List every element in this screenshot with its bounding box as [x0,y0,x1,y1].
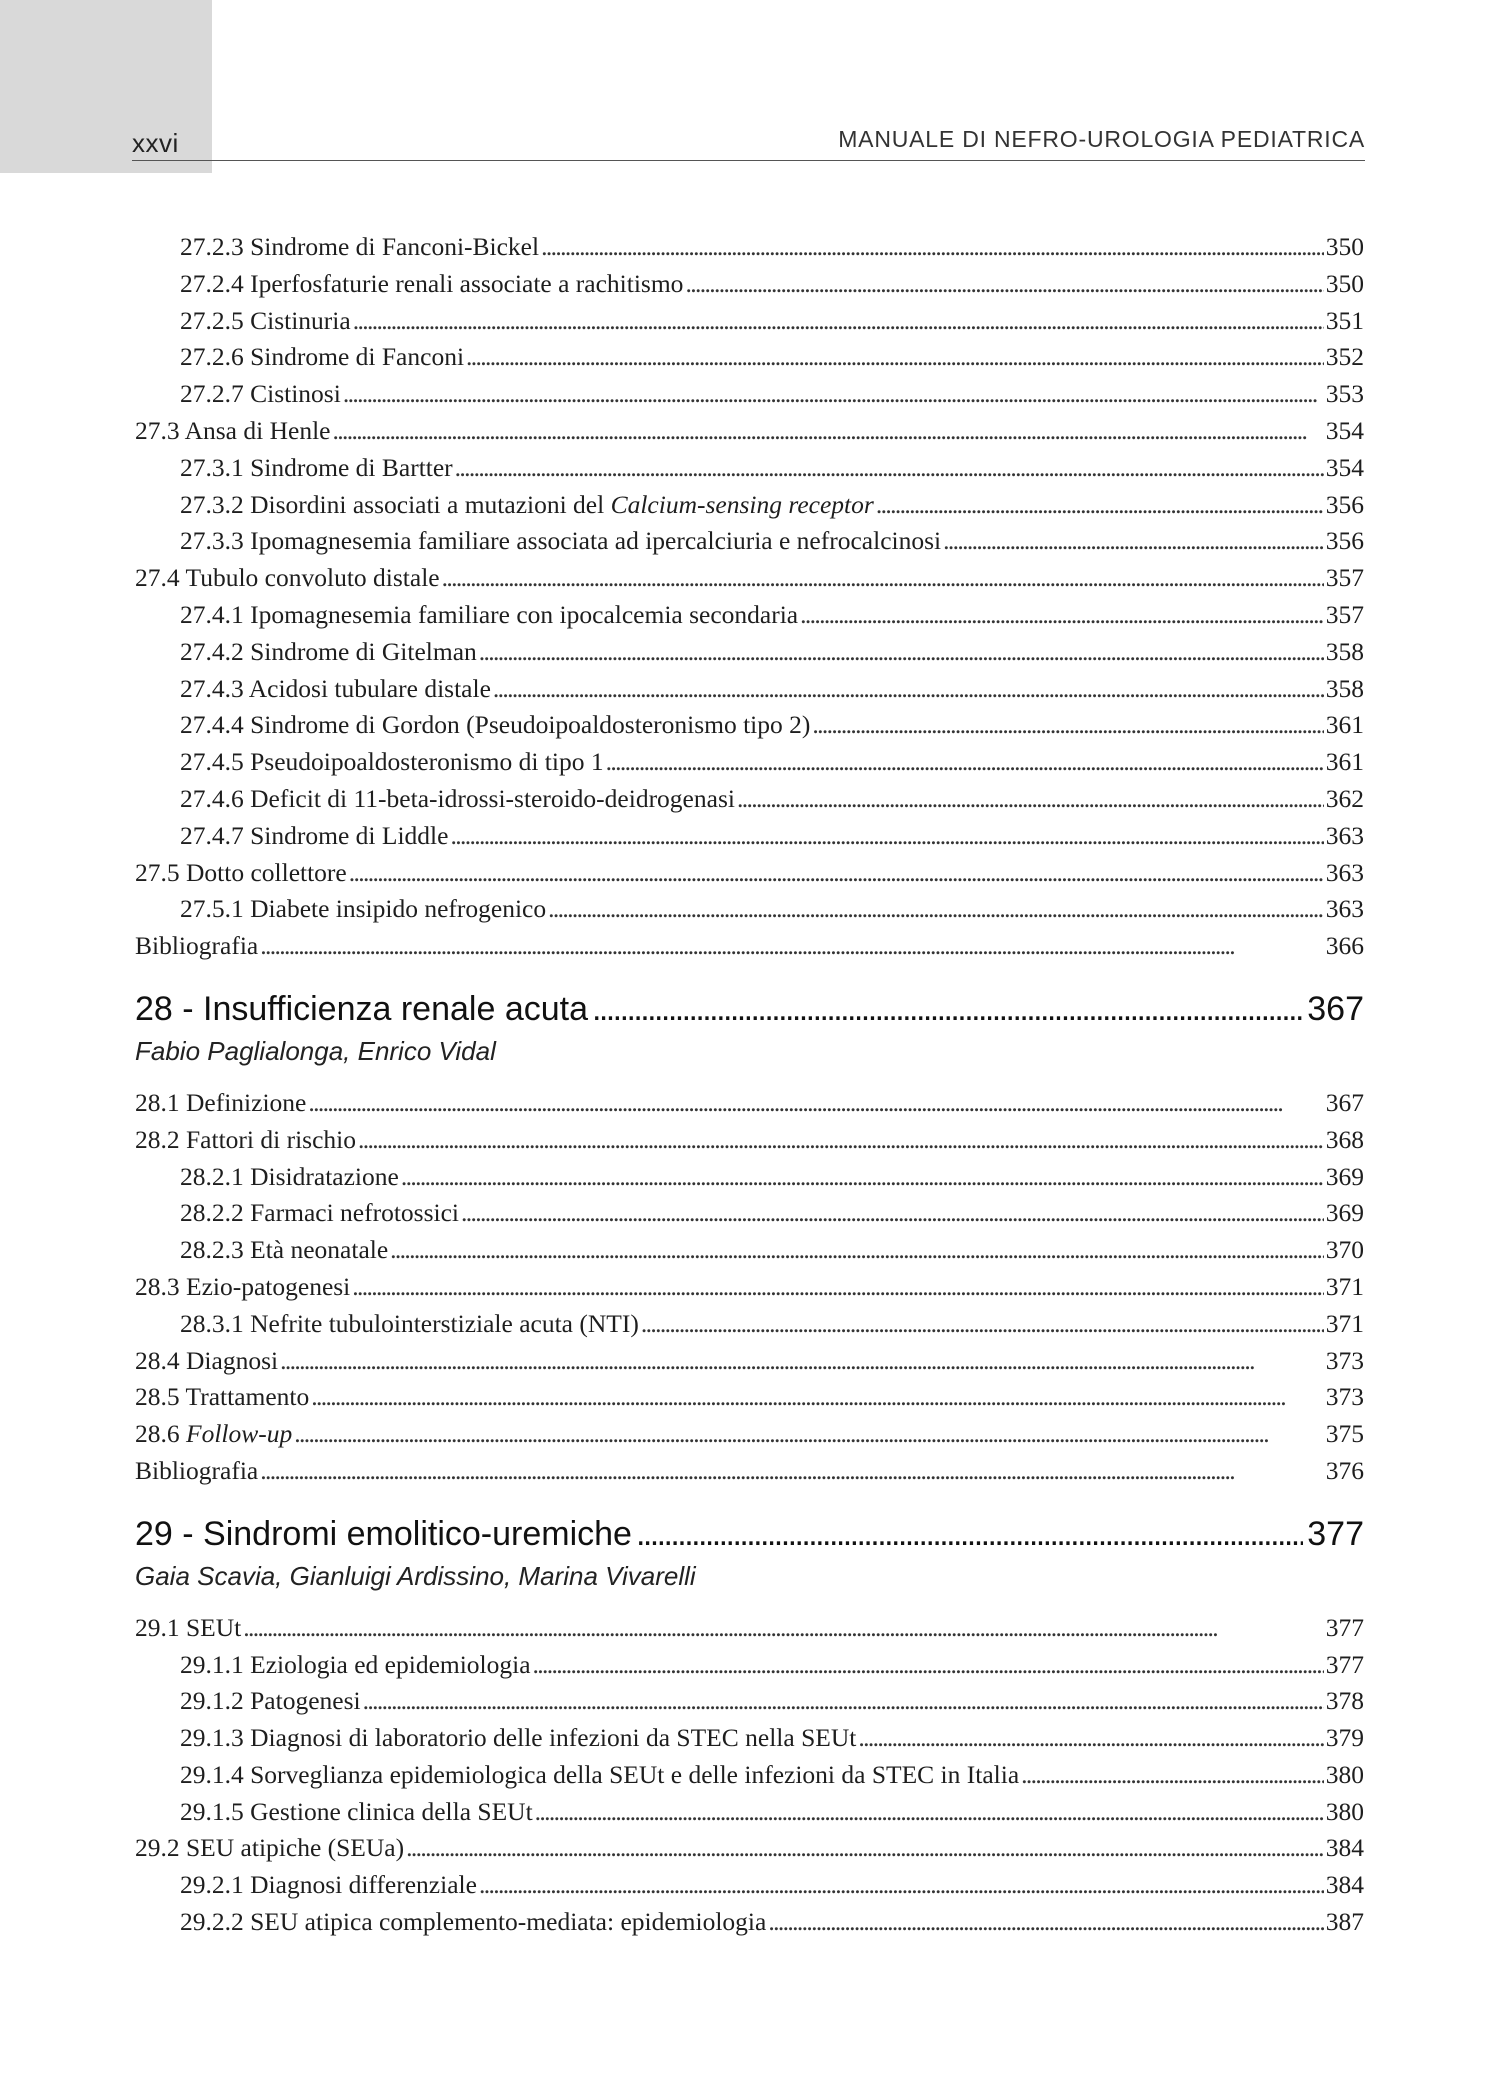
toc-entry-page: 350 [1325,268,1364,298]
toc-entry-page: 376 [1325,1455,1364,1485]
toc-entry-title: Iperfosfaturie renali associate a rachitismo [250,268,684,298]
toc-entry-label [180,597,798,634]
toc-entry-page: 367 [1325,1087,1364,1117]
toc-entry-label [180,376,341,413]
toc-entry[interactable] [135,1453,1364,1490]
toc-entry[interactable] [135,634,1364,671]
toc-entry-page: 373 [1325,1345,1364,1375]
toc-entry[interactable] [135,1379,1364,1416]
toc-entry-title: Deficit di 11-beta-idrossi-steroido-deidrogenasi [250,783,735,813]
toc-entry-title: Ezio-patogenesi [186,1271,351,1301]
dot-leader [493,671,1324,708]
toc-entry-number: 28.5 [135,1382,180,1412]
toc-entry-page: 384 [1325,1833,1364,1863]
toc-entry-page: 378 [1325,1686,1364,1716]
toc-entry-number: 27.4.7 [180,820,244,850]
toc-entry[interactable] [135,1416,1364,1453]
toc-entry-label [135,1122,356,1159]
dot-leader [450,818,1323,855]
toc-entry-page: 363 [1325,820,1364,850]
toc-entry-title: Farmaci nefrotossici [250,1198,460,1228]
toc-entry-label [180,818,448,855]
toc-entry-number: 27.4.4 [180,710,244,740]
toc-entry-label [135,1416,292,1453]
toc-entry-number: 29.1.3 [180,1723,244,1753]
toc-entry[interactable] [135,1794,1364,1831]
toc-entry-title: Bibliografia [135,931,259,961]
toc-entry[interactable] [135,1757,1364,1794]
toc-entry-label [180,1195,459,1232]
toc-entry-number: 27.2.3 [180,232,244,261]
dot-leader [461,1195,1324,1232]
toc-entry-number: 27.2.5 [180,305,244,335]
dot-leader [1021,1757,1324,1794]
chapter-title: 29 - Sindromi emolitico-uremiche [135,1514,632,1553]
dot-leader [592,987,1303,1031]
toc-entry-label [180,1757,1019,1794]
toc-entry-page: 377 [1325,1649,1364,1679]
toc-entry[interactable] [135,1085,1364,1122]
toc-entry-number: 27.2.4 [180,268,244,298]
toc-entry-title: Sindrome di Gordon (Pseudoipoaldosteronismo tipo 2) [250,710,811,740]
toc-entry-label [180,303,351,340]
toc-entry-title-italic: Follow-up [186,1419,293,1449]
dot-leader [466,339,1324,376]
toc-entry-label [180,671,491,708]
toc-entry-label [180,1159,399,1196]
toc-section-27 [135,229,1364,965]
toc-entry-page: 358 [1325,636,1364,666]
toc-entry-title: Trattamento [185,1382,310,1412]
toc-entry-page: 384 [1325,1870,1364,1900]
toc-entry-title: Nefrite tubulointerstiziale acuta (NTI) [250,1308,639,1338]
toc-entry-number: 28.2.2 [180,1198,244,1228]
toc-entry-page: 371 [1325,1271,1364,1301]
chapter-page: 367 [1307,989,1364,1028]
dot-leader [294,1416,1324,1453]
toc-entry-page: 369 [1325,1198,1364,1228]
toc-entry[interactable] [135,1683,1364,1720]
toc-entry-label [135,1085,306,1122]
toc-entry-title: Sindrome di Gitelman [250,636,477,666]
toc-entry[interactable] [135,597,1364,634]
dot-leader [332,413,1323,450]
toc-entry-title: Disidratazione [250,1161,399,1191]
toc-section-29 [135,1610,1364,1941]
dot-leader [685,266,1323,303]
toc-entry[interactable] [135,487,1364,524]
corner-tab [0,0,212,173]
toc-entry-label [180,450,453,487]
table-of-contents [135,229,1364,1941]
toc-entry-title: Pseudoipoaldosteronismo di tipo 1 [250,747,604,777]
toc-entry[interactable] [135,413,1364,450]
toc-entry-title: Eziologia ed epidemiologia [250,1649,531,1679]
toc-entry-number: 28.2.3 [180,1235,244,1265]
toc-entry-title: Diabete insipido nefrogenico [250,894,547,924]
toc-entry-title: Sindrome di Bartter [250,452,453,482]
dot-leader [358,1122,1324,1159]
dot-leader [541,229,1324,266]
toc-entry-page: 370 [1325,1235,1364,1265]
toc-entry-page: 363 [1325,894,1364,924]
toc-entry-page: 354 [1325,452,1364,482]
chapter-authors: Gaia Scavia, Gianluigi Ardissino, Marina Vivarelli [135,1560,696,1591]
toc-entry-title-italic: Calcium-sensing receptor [610,489,874,519]
dot-leader [401,1159,1324,1196]
toc-entry-label [180,1647,531,1684]
toc-entry-title: Cistinosi [250,379,341,409]
toc-entry-label [180,1720,856,1757]
toc-entry-label [180,1867,477,1904]
toc-entry-label [135,1343,278,1380]
toc-entry-title: Acidosi tubulare distale [248,673,491,703]
toc-entry-title: Sorveglianza epidemiologica della SEUt e delle infezioni da STEC in Italia [250,1759,1020,1789]
toc-entry[interactable] [135,744,1364,781]
running-title: MANUALE DI NEFRO-UROLOGIA PEDIATRICA [838,126,1365,152]
dot-leader [442,560,1324,597]
toc-entry-title: Patogenesi [250,1686,361,1716]
dot-leader [390,1232,1324,1269]
dot-leader [737,781,1324,818]
chapter-page: 377 [1307,1514,1364,1553]
dot-leader [876,487,1324,524]
toc-entry-label [135,413,330,450]
toc-entry-page: 379 [1325,1723,1364,1753]
dot-leader [535,1794,1324,1831]
dot-leader [858,1720,1323,1757]
toc-entry-number: 29.1 [135,1612,180,1642]
toc-entry-label [180,781,735,818]
toc-entry-title: Definizione [186,1087,307,1117]
toc-entry-label [135,1610,241,1647]
toc-entry-title: Ipomagnesemia familiare associata ad ipercalciuria e nefrocalcinosi [250,526,942,556]
dot-leader [260,1453,1324,1490]
toc-entry[interactable] [135,671,1364,708]
toc-entry-title: SEUt [186,1612,242,1642]
dot-leader [812,707,1323,744]
toc-entry-number: 29.2 [135,1833,180,1863]
toc-entry[interactable] [135,303,1364,340]
toc-entry-number: 27.4.3 [180,673,244,703]
toc-entry-label [135,560,440,597]
toc-entry-title: Diagnosi di laboratorio delle infezioni da STEC nella SEUt [250,1723,857,1753]
toc-entry-label [180,1306,639,1343]
dot-leader [363,1683,1324,1720]
dot-leader [243,1610,1323,1647]
toc-entry-title: SEU atipica complemento-mediata: epidemiologia [250,1907,767,1937]
toc-entry-title: Dotto collettore [186,857,347,887]
toc-entry[interactable] [135,928,1364,965]
toc-entry-label [135,1453,258,1490]
toc-entry[interactable] [135,266,1364,303]
toc-entry-label [135,1269,350,1306]
toc-entry-number: 29.1.1 [180,1649,244,1679]
toc-entry[interactable] [135,560,1364,597]
toc-entry-page: 380 [1325,1796,1364,1826]
dot-leader [455,450,1324,487]
chapter-title: 28 - Insufficienza renale acuta [135,989,588,1028]
toc-entry-number: 27.2.7 [180,379,244,409]
toc-entry-label [135,855,347,892]
toc-entry-page: 361 [1325,710,1364,740]
dot-leader [606,744,1324,781]
toc-entry-number: 27.5 [135,857,180,887]
toc-entry[interactable] [135,1232,1364,1269]
toc-entry[interactable] [135,450,1364,487]
toc-entry-title: Diagnosi [186,1345,279,1375]
toc-entry-page: 375 [1325,1419,1364,1449]
dot-leader [641,1306,1324,1343]
toc-entry-label [180,229,539,266]
toc-entry[interactable] [135,1720,1364,1757]
toc-entry-number: 27.3.1 [180,452,244,482]
dot-leader [280,1343,1324,1380]
toc-entry-page: 357 [1325,563,1364,593]
toc-entry-title: Cistinuria [250,305,351,335]
toc-entry-title: Disordini associati a mutazioni del [250,489,605,519]
toc-entry-title: Gestione clinica della SEUt [250,1796,533,1826]
toc-entry[interactable] [135,855,1364,892]
toc-entry-label [135,928,258,965]
toc-entry-page: 363 [1325,857,1364,887]
toc-section-28 [135,1085,1364,1490]
toc-entry[interactable] [135,1343,1364,1380]
toc-entry-title: SEU atipiche (SEUa) [186,1833,405,1863]
toc-entry-label [180,1232,388,1269]
toc-entry-number: 28.3.1 [180,1308,244,1338]
toc-entry[interactable] [135,1159,1364,1196]
toc-entry-number: 27.2.6 [180,342,244,372]
toc-entry-number: 29.1.5 [180,1796,244,1826]
toc-entry-page: 351 [1325,305,1364,335]
toc-entry-page: 354 [1325,415,1364,445]
toc-entry-number: 28.1 [135,1087,180,1117]
dot-leader [548,891,1324,928]
toc-entry-title: Ipomagnesemia familiare con ipocalcemia secondaria [250,599,799,629]
toc-entry[interactable] [135,1122,1364,1159]
toc-entry-number: 27.4.1 [180,599,244,629]
toc-entry[interactable] [135,781,1364,818]
toc-entry-page: 361 [1325,747,1364,777]
toc-entry-number: 27.3.3 [180,526,244,556]
toc-entry-title: Sindrome di Fanconi-Bickel [250,232,540,261]
dot-leader [800,597,1324,634]
toc-entry-title: Fattori di rischio [186,1124,356,1154]
dot-leader [311,1379,1323,1416]
toc-entry[interactable] [135,1867,1364,1904]
toc-entry-label [180,266,683,303]
dot-leader [636,1512,1303,1556]
toc-entry[interactable] [135,339,1364,376]
toc-entry-label [180,523,941,560]
chapter-heading-28[interactable] [135,987,1364,1031]
dot-leader [479,634,1324,671]
toc-entry-title: Ansa di Henle [184,415,331,445]
toc-entry-page: 377 [1325,1612,1364,1642]
toc-entry-number: 27.4.6 [180,783,244,813]
toc-entry-number: 27.4.5 [180,747,244,777]
toc-entry[interactable] [135,376,1364,413]
toc-entry-number: 27.5.1 [180,894,244,924]
dot-leader [479,1867,1324,1904]
toc-entry-number: 27.4 [135,563,180,593]
dot-leader [349,855,1324,892]
toc-entry[interactable] [135,1306,1364,1343]
toc-entry-page: 358 [1325,673,1364,703]
toc-entry[interactable] [135,1904,1364,1941]
toc-entry-page: 356 [1325,489,1364,519]
dot-leader [260,928,1324,965]
dot-leader [406,1830,1324,1867]
toc-entry-title: Età neonatale [250,1235,389,1265]
toc-entry-number: 27.4.2 [180,636,244,666]
toc-entry-label [135,1379,309,1416]
dot-leader [308,1085,1323,1122]
dot-leader [533,1647,1324,1684]
toc-entry-label [180,634,477,671]
toc-entry-page: 350 [1325,232,1364,261]
header-rule [132,160,1365,161]
toc-entry-label [180,339,464,376]
toc-entry[interactable] [135,707,1364,744]
chapter-authors: Fabio Paglialonga, Enrico Vidal [135,1035,496,1066]
toc-entry-title: Bibliografia [135,1455,259,1485]
dot-leader [353,303,1324,340]
toc-entry-title: Diagnosi differenziale [250,1870,477,1900]
toc-entry-page: 357 [1325,599,1364,629]
toc-entry-page: 387 [1325,1907,1364,1937]
toc-entry-number: 28.2.1 [180,1161,244,1191]
toc-entry[interactable] [135,818,1364,855]
toc-entry-label [135,1830,404,1867]
toc-entry-page: 352 [1325,342,1364,372]
toc-entry-title: Sindrome di Liddle [250,820,449,850]
toc-entry-label [180,1904,766,1941]
toc-entry-label [180,707,810,744]
toc-entry-label [180,744,604,781]
toc-entry-number: 29.1.2 [180,1686,244,1716]
toc-entry[interactable] [135,229,1364,266]
dot-leader [343,376,1324,413]
chapter-heading-29[interactable] [135,1512,1364,1556]
toc-entry-number: 27.3.2 [180,489,244,519]
toc-entry-page: 373 [1325,1382,1364,1412]
toc-entry-number: 28.4 [135,1345,180,1375]
toc-entry-page: 353 [1325,379,1364,409]
toc-entry-title: Tubulo convoluto distale [185,563,440,593]
toc-entry-number: 29.2.1 [180,1870,244,1900]
toc-entry[interactable] [135,891,1364,928]
toc-entry-page: 380 [1325,1759,1364,1789]
toc-entry[interactable] [135,1195,1364,1232]
toc-entry-number: 28.3 [135,1271,180,1301]
toc-entry[interactable] [135,1610,1364,1647]
dot-leader [943,523,1324,560]
toc-entry[interactable] [135,1269,1364,1306]
toc-entry-page: 371 [1325,1308,1364,1338]
toc-entry-label [180,1794,533,1831]
toc-entry[interactable] [135,1830,1364,1867]
dot-leader [768,1904,1323,1941]
toc-entry-page: 362 [1325,783,1364,813]
toc-entry[interactable] [135,1647,1364,1684]
toc-entry-number: 29.2.2 [180,1907,244,1937]
toc-entry-page: 366 [1325,931,1364,961]
toc-entry-label [180,891,546,928]
toc-entry-number: 29.1.4 [180,1759,244,1789]
toc-entry-label [180,1683,361,1720]
toc-entry-number: 28.6 [135,1419,180,1449]
toc-entry-label [180,487,874,524]
toc-entry-page: 368 [1325,1124,1364,1154]
toc-entry-number: 27.3 [135,415,180,445]
toc-entry[interactable] [135,523,1364,560]
toc-entry-title: Sindrome di Fanconi [250,342,465,372]
toc-entry-page: 369 [1325,1161,1364,1191]
toc-entry-page: 356 [1325,526,1364,556]
toc-entry-number: 28.2 [135,1124,180,1154]
dot-leader [352,1269,1323,1306]
page-number: xxvi [132,128,179,158]
